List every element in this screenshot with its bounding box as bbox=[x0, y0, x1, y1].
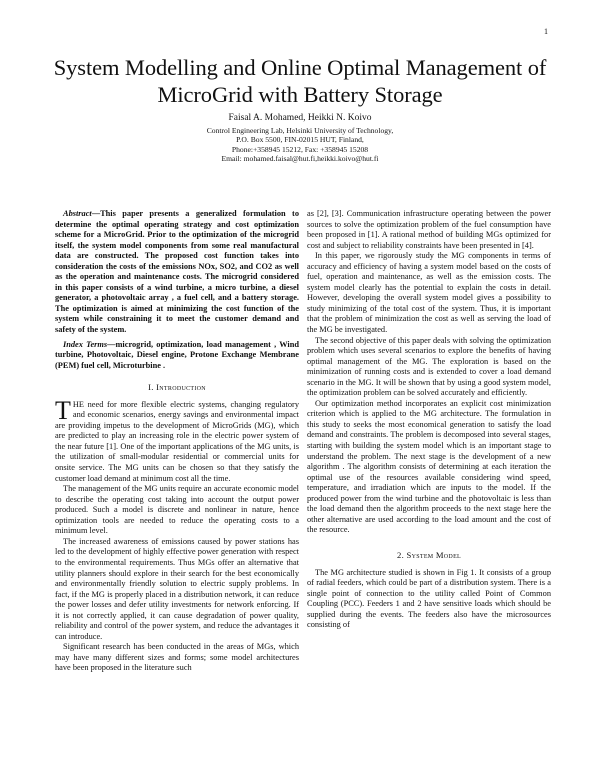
intro-paragraph-4-continued: as [2], [3]. Communication infrastructure operating between the power sources to solve the optimization problem of the fuel consumption have been proposed in [1]. A rational method of building MGs optimized for cost and subject to reliability constraints have been presented in [4]. bbox=[307, 209, 551, 250]
affiliation-lab: Control Engineering Lab, Helsinki University of Technology, bbox=[206, 126, 394, 135]
affiliation-email: Email: mohamed.faisal@hut.fi,heikki.koivo@hut.fi bbox=[221, 153, 379, 163]
left-column bbox=[55, 209, 299, 674]
abstract-label: Abstract bbox=[63, 209, 92, 218]
intro-paragraph-5: In this paper, we rigorously study the MG components in terms of accuracy and efficiency of having a system model based on the costs of fuel, operation and maintenance, as well as the emission costs. The system model clearly has the potential to explain the costs in detail. However, developing the overall system model gives a possibility to study minimizing of the total cost of the system. Thus, it is important that the problem of minimization the cost as well as serving the load of the MG be investigated. bbox=[307, 251, 551, 335]
intro-paragraph-1-text: HE need for more flexible electric systems, changing regulatory and economic scenarios, energy savings and environmental impact are providing impetus to the development of MicroGrids (MG), which are predicted to play an increasing role in the electric power system of the near future [1]. One of the important applications of the MG units, is the utilization of small-modular residential or commercial units for onsite service. The MG units can be chosen so that they satisfy the customer load demand at minimum cost all the time. bbox=[55, 399, 299, 483]
index-terms-label: Index Terms bbox=[63, 339, 108, 349]
affiliation-address: P.O. Box 5500, FIN-02015 HUT, Finland, bbox=[236, 135, 364, 145]
affiliation bbox=[0, 126, 600, 163]
abstract-text: —This paper presents a generalized formulation to determine the optimal operating strategy and cost optimization scheme for a MicroGrid. Prior to the optimization of the microgrid itself, the system model components from some real manufactural data are constructed. The proposed cost function takes into consideration the costs of the emissions NOx, SO2, and CO2 as well as the operation and maintenance costs. The microgrid considered in this paper consists of a wind turbine, a micro turbine, a diesel generator, a photovoltaic array , a fuel cell, and a battery storage. The optimization is aimed at minimizing the cost function of the system while constraining it to meet the customer demand and safety of the system. bbox=[55, 209, 299, 335]
abstract bbox=[55, 209, 299, 336]
section-heading-introduction bbox=[55, 382, 299, 393]
affiliation-phone: Phone:+358945 15212, Fax: +358945 15208 bbox=[231, 144, 369, 154]
section-title: System Model bbox=[406, 549, 461, 560]
dropcap-letter: T bbox=[55, 395, 71, 425]
index-terms bbox=[55, 340, 299, 372]
section-numeral: I. bbox=[148, 382, 154, 393]
intro-paragraph-2: The management of the MG units require an accurate economic model to describe the operating cost taking into account the output power produced. Such a model is discrete and nonlinear in nature, hence optimization tools are needed to reduce the operating costs to a minimum level. bbox=[55, 484, 299, 536]
section-heading-system-model bbox=[307, 550, 551, 561]
system-model-paragraph-1: The MG architecture studied is shown in Fig 1. It consists of a group of radial feeders, which could be part of a distribution system. There is a single point of connection to the utility called Point of Common Coupling (PCC). Feeders 1 and 2 have sensitive loads which should be supplied during the events. The feeders also have the microsources consisting of bbox=[307, 567, 551, 630]
intro-paragraph-6: The second objective of this paper deals with solving the optimization problem which uses several scenarios to explore the benefits of having optimal management of the MG. The exploration is based on the minimization of running costs and is extended to cover a load demand scenario in the MG. It will be shown that by using a good system model, the optimization problem can be solved accurately and efficiently. bbox=[307, 335, 551, 398]
right-column bbox=[307, 209, 551, 631]
authors: Faisal A. Mohamed, Heikki N. Koivo bbox=[228, 113, 372, 123]
section-numeral: 2. bbox=[397, 549, 405, 560]
intro-paragraph-3: The increased awareness of emissions caused by power stations has led to the development of highly effective power generation with respect to the environmental requirements. Thus MGs offer an alternative that utility planners should explore in their search for the best economically and environmentally friendly solution to electric supply problems. In fact, if the MG is properly placed in a distribution network, it can reduce the power losses and defer utility investments for network enforcing. If it is not correctly applied, it can cause degradation of power quality, reliability and control of the power system, and reduce the advantages it can introduce. bbox=[55, 536, 299, 641]
intro-paragraph-4: Significant research has been conducted in the areas of MGs, which may have many different sizes and forms; some model architectures have been proposed in the literature such bbox=[55, 642, 299, 673]
index-terms-text: —microgrid, optimization, load management , Wind turbine, Photovoltaic, Diesel engine, Protone Exchange Membrane (PEM) fuel cell, Microturbine . bbox=[55, 339, 299, 370]
page-number: 1 bbox=[544, 27, 548, 36]
intro-paragraph-7: Our optimization method incorporates an explicit cost minimization criterion which is applied to the MG architecture. The formulation in this study to seeks the most economical generation to satisfy the load demand and constraints. The problem is decomposed into several stages, starting with building the system model which is an important stage to understand the problem. The next stage is the development of a new algorithm . The algorithm consists of determining at each iteration the optimal use of the resources available considering wind speed, temperature, and irradiation which are inputs to the model. If the produced power from the wind turbine and the photovoltaic is less than the load demand then the algorithm proceeds to the next stage here the other alternative are used according to the load amount and the cost of the resource. bbox=[307, 398, 551, 535]
paper-title: System Modelling and Online Optimal Management of MicroGrid with Battery Storage bbox=[53, 55, 547, 107]
section-title: Introduction bbox=[156, 382, 206, 393]
intro-paragraph-1 bbox=[55, 395, 299, 484]
